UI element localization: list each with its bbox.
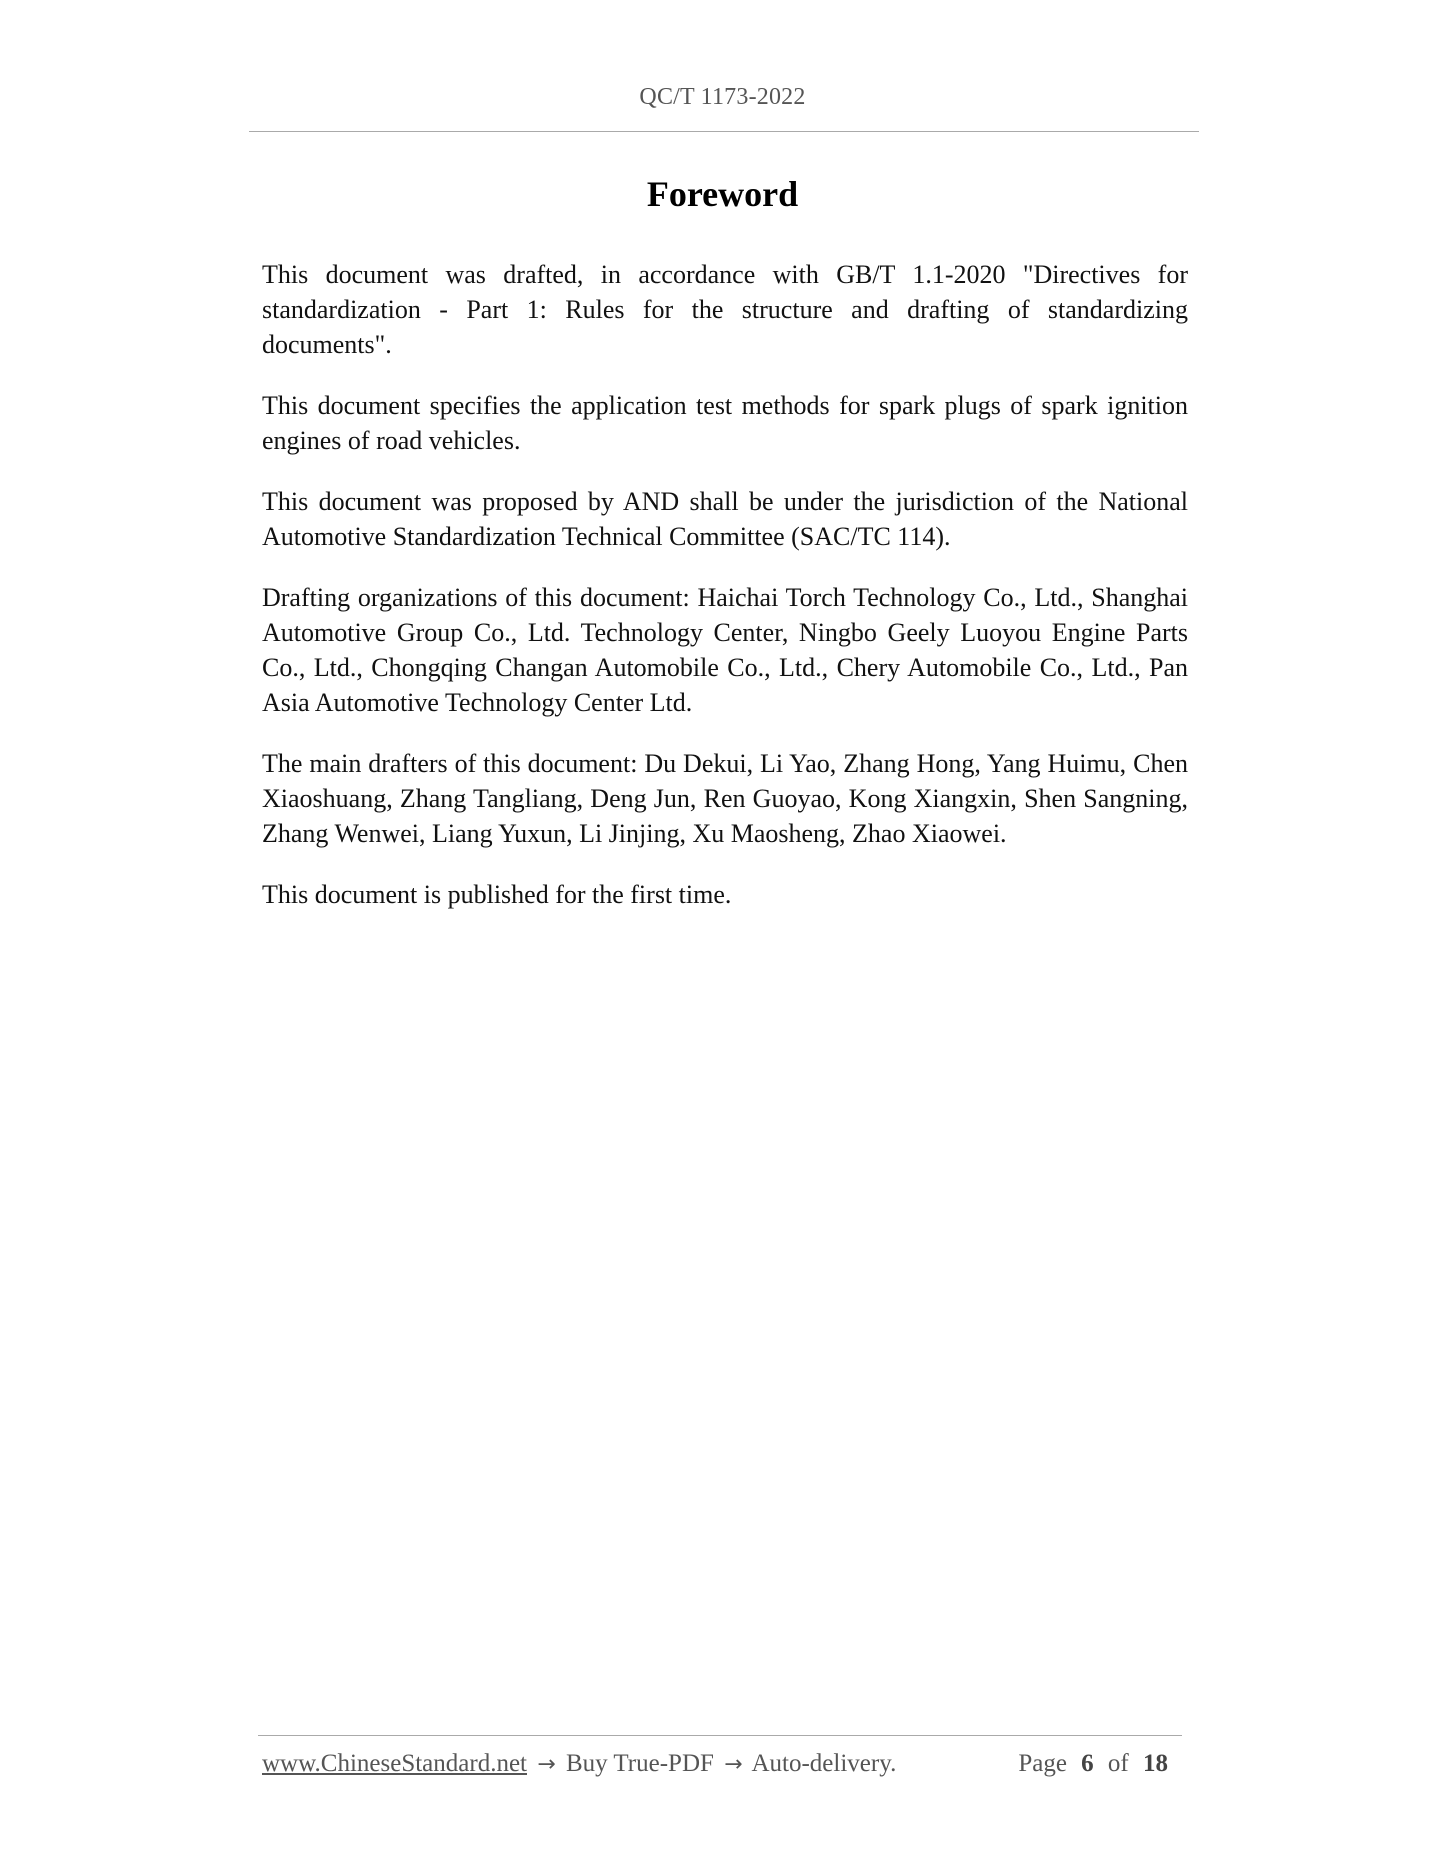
paragraph-scope: This document specifies the application test methods for spark plugs of spark ignition engines of road vehicles. [262,391,1188,455]
page-number-indicator [1018,1750,1176,1778]
current-page-number: 6 [1081,1750,1094,1777]
arrow-right-icon: → [537,1752,556,1777]
foreword-body [262,257,1188,938]
paragraph-drafting-rules: This document was drafted, in accordance with GB/T 1.1-2020 "Directives for standardization - Part 1: Rules for the structure and drafting of standardizing documents". [262,260,1188,359]
paragraph-jurisdiction: This document was proposed by AND shall be under the jurisdiction of the National Automotive Standardization Technical Committee (SAC/TC 114). [262,487,1188,551]
paragraph-drafting-organizations: Drafting organizations of this document: Haichai Torch Technology Co., Ltd., Shanghai Automotive Group Co., Ltd. Technology Center, Ningbo Geely Luoyou Engine Parts Co., Ltd., Chongqing Changan Automobile Co., Ltd., Chery Automobile Co., Ltd., Pan Asia Automotive Technology Center Ltd. [262,583,1188,717]
arrow-right-icon: → [724,1752,743,1777]
page-footer [262,1750,1182,1778]
document-code-header: QC/T 1173-2022 [639,84,806,110]
total-page-count: 18 [1143,1750,1168,1777]
buy-step-text: Buy True-PDF [565,1750,714,1777]
delivery-step-text: Auto-delivery. [751,1750,897,1777]
header-divider [249,131,1199,132]
footer-purchase-note [262,1750,896,1778]
page-title: Foreword [646,174,799,214]
footer-divider [258,1735,1182,1736]
page-of-label: of [1107,1750,1129,1777]
page-label: Page [1018,1750,1067,1777]
website-link[interactable]: www.ChineseStandard.net [262,1750,527,1777]
paragraph-main-drafters: The main drafters of this document: Du Dekui, Li Yao, Zhang Hong, Yang Huimu, Chen Xiaoshuang, Zhang Tangliang, Deng Jun, Ren Guoyao, Kong Xiangxin, Shen Sangning, Zhang Wenwei, Liang Yuxun, Li Jinjing, Xu Maosheng, Zhao Xiaowei. [262,749,1188,848]
paragraph-publication-note: This document is published for the first time. [262,880,732,909]
